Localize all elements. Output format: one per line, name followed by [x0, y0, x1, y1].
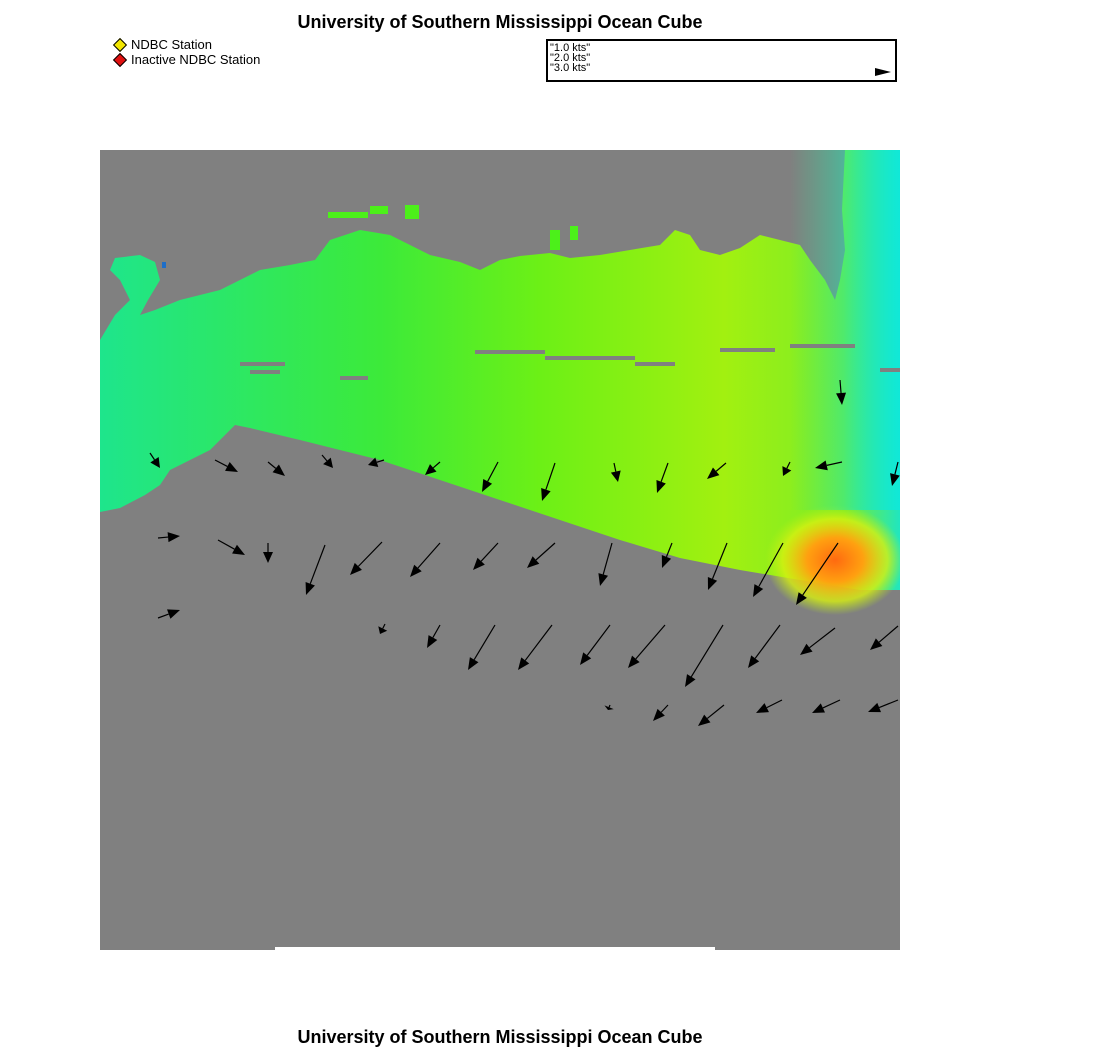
yellow-diamond-icon: [113, 37, 127, 51]
legend-label: Inactive NDBC Station: [131, 52, 261, 67]
inlet-pool: [162, 262, 166, 268]
legend-item-ndbc-station: [112, 37, 260, 52]
speed-legend-entry: "1.0 kts": [550, 42, 591, 54]
east-coastal-water: [790, 150, 900, 510]
red-diamond-icon: [113, 52, 127, 66]
speed-legend-entry: "2.0 kts": [550, 52, 591, 64]
station-legend: [112, 37, 260, 67]
arrow-legend-icon: [875, 66, 893, 78]
ocean-current-map: [100, 150, 900, 950]
current-speed-legend: [546, 39, 897, 82]
hot-spot: [765, 505, 900, 615]
legend-item-inactive-ndbc-station: [112, 52, 260, 67]
legend-label: NDBC Station: [131, 37, 212, 52]
map-title: University of Southern Mississippi Ocean Cube: [297, 12, 703, 32]
speed-legend-entry: "3.0 kts": [550, 62, 591, 74]
map-edge-gap: [275, 947, 715, 950]
current-vector-shaft: [609, 705, 610, 707]
footer-title: University of Southern Mississippi Ocean Cube: [297, 1027, 703, 1047]
map-canvas: [100, 150, 900, 950]
